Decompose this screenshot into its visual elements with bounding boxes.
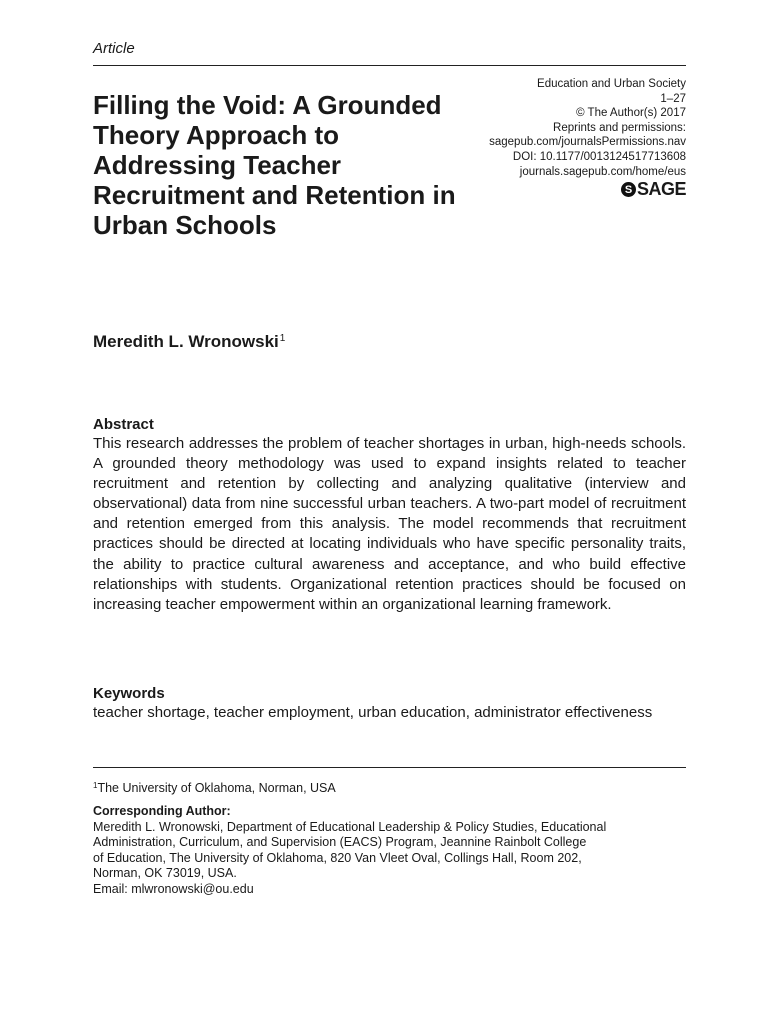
abstract-text: This research addresses the problem of teacher shortages in urban, high-needs schools. A grounded theory methodology was used to expand insights related to teacher recruitment and retention by collecting and analyzing qualitative (interview and observational) data from nine successful urban teachers. A two-part model of recruitment and retention emerged from this analysis. The model recommends that recruitment practices should be directed at locating individuals who have specific personality traits, the ability to practice cultural awareness and acceptance, and who build effective relationships with students. Organizational retention practices should be focused on increasing teacher empowerment within an organizational learning framework. [93,435,686,613]
journal-info [426,77,686,179]
journal-name: Education and Urban Society [537,78,686,90]
doi-link[interactable]: DOI: 10.1177/0013124517713608 [512,150,686,163]
page-range: 1–27 [660,92,686,105]
paper-title: Filling the Void: A Grounded Theory Approach to Addressing Teacher Recruitment and Retention in Urban Schools [93,90,456,240]
corresponding-author-heading: Corresponding Author: [93,804,231,818]
author-name [93,332,285,352]
permissions-link[interactable]: sagepub.com/journalsPermissions.nav [489,136,686,149]
copyright-line: © The Author(s) 2017 [576,107,686,120]
keywords-section [93,685,686,722]
journal-homepage-link[interactable]: journals.sagepub.com/home/eus [519,165,686,178]
affiliation-marker: 1 [93,781,98,790]
affiliation-text: The University of Oklahoma, Norman, USA [97,781,336,795]
corresponding-author-line: of Education, The University of Oklahoma, 820 Van Vleet Oval, Collings Hall, Room 202, [93,850,582,865]
corresponding-author-line: Meredith L. Wronowski, Department of Educational Leadership & Policy Studies, Educational [93,819,607,834]
article-type-label: Article [93,40,135,57]
author-affiliation-marker: 1 [279,333,286,344]
reprints-label: Reprints and permissions: [553,121,686,134]
corresponding-author-line: Administration, Curriculum, and Supervision (EACS) Program, Jeannine Rainbolt College [93,835,587,850]
abstract-heading: Abstract [93,416,154,433]
affiliation-footnote [93,778,336,796]
footnote-divider [93,767,686,768]
header-divider [93,65,686,66]
author-name-text: Meredith L. Wronowski [93,332,279,351]
corresponding-author-line: Norman, OK 73019, USA. [93,866,237,881]
sage-logo-text: SAGE [636,179,686,199]
corresponding-author [93,804,693,898]
sage-logo-icon: S [621,182,636,197]
sage-logo [621,179,686,200]
corresponding-author-email[interactable]: Email: mlwronowski@ou.edu [93,881,254,896]
keywords-text: teacher shortage, teacher employment, urban education, administrator effectiveness [93,704,653,721]
keywords-heading: Keywords [93,685,165,702]
abstract-section [93,416,686,615]
